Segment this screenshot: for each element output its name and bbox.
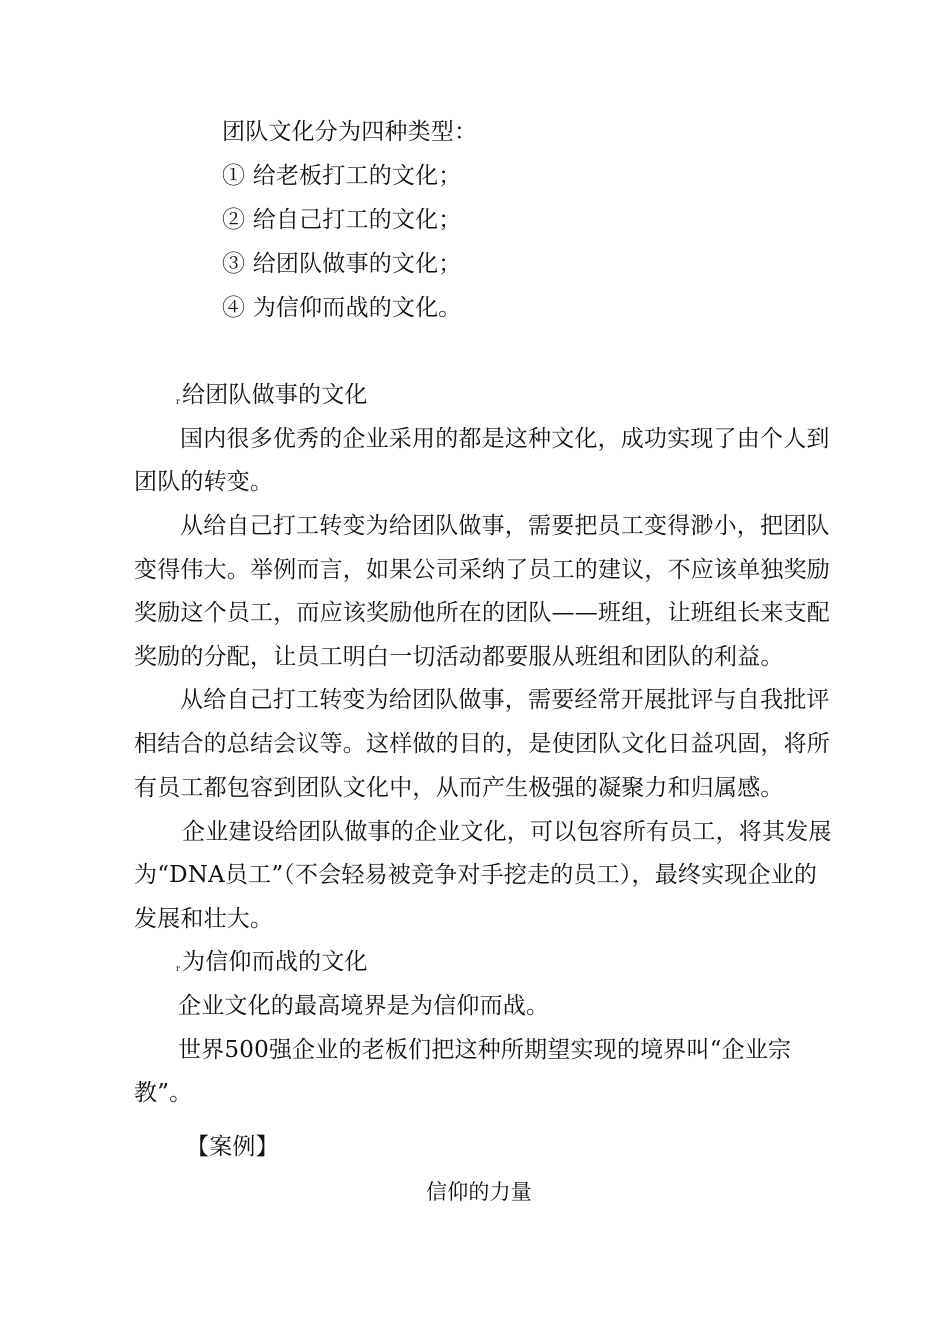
paragraph-line: 从给自己打工转变为给团队做事，需要把员工变得渺小，把团队 — [180, 513, 830, 539]
paragraph-line: 发展和壮大。 — [134, 906, 274, 932]
paragraph-line: 教”。 — [134, 1080, 193, 1106]
paragraph-line: 奖励的分配，让员工明白一切活动都要服从班组和团队的利益。 — [134, 644, 784, 670]
paragraph-line: 团队的转变。 — [134, 469, 274, 495]
section-heading-text: 为信仰而战的文化 — [182, 949, 368, 975]
type-item-2: ② 给自己打工的文化； — [222, 207, 462, 233]
paragraph-line: 企业文化的最高境界是为信仰而战。 — [178, 993, 550, 1019]
type-item-3: ③ 给团队做事的文化； — [222, 251, 462, 277]
paragraph-line: 世界500强企业的老板们把这种所期望实现的境界叫“企业宗 — [178, 1037, 792, 1063]
paragraph-line: 从给自己打工转变为给团队做事，需要经常开展批评与自我批评 — [180, 687, 830, 713]
paragraph-line: 为“DNA员工”（不会轻易被竞争对手挖走的员工），最终实现企业的 — [134, 862, 818, 888]
bullet-mark: r — [176, 397, 181, 406]
section-heading-faith — [176, 947, 368, 982]
case-title: 信仰的力量 — [426, 1180, 532, 1204]
types-intro: 团队文化分为四种类型： — [222, 119, 478, 145]
paragraph-line: 变得伟大。举例而言，如果公司采纳了员工的建议，不应该单独奖励 — [134, 557, 830, 583]
case-label: 【案例】 — [186, 1134, 279, 1160]
type-item-4: ④ 为信仰而战的文化。 — [222, 295, 462, 321]
type-item-1: ① 给老板打工的文化； — [222, 163, 462, 189]
paragraph-line: 有员工都包容到团队文化中，从而产生极强的凝聚力和归属感。 — [134, 775, 784, 801]
paragraph-line: 企业建设给团队做事的企业文化，可以包容所有员工，将其发展 — [182, 819, 832, 845]
paragraph-line: 相结合的总结会议等。这样做的目的，是使团队文化日益巩固，将所 — [134, 731, 830, 757]
section-heading-text: 给团队做事的文化 — [182, 382, 368, 408]
paragraph-line: 国内很多优秀的企业采用的都是这种文化，成功实现了由个人到 — [180, 426, 830, 452]
bullet-mark: r — [176, 964, 181, 973]
paragraph-line: 奖励这个员工，而应该奖励他所在的团队——班组，让班组长来支配 — [134, 600, 830, 626]
section-heading-team — [176, 380, 368, 415]
